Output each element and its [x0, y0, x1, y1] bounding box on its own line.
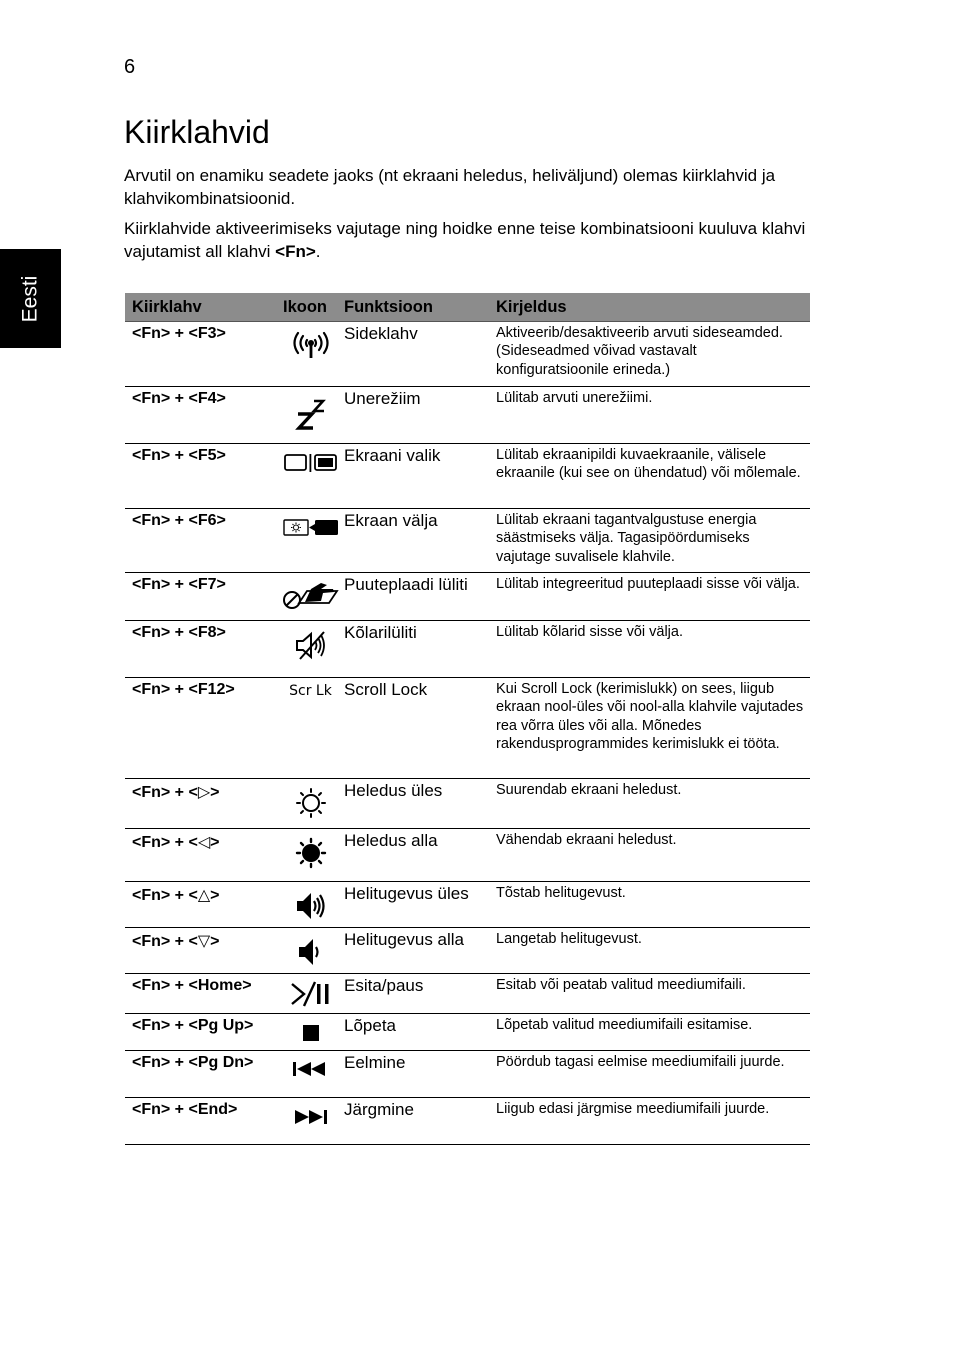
stop-icon — [277, 1014, 344, 1050]
volume-down-icon — [277, 928, 344, 973]
table-row — [125, 882, 810, 928]
hotkey: <Fn> + <F5> — [132, 447, 226, 464]
function: Eelmine — [344, 1053, 406, 1072]
language-tab-label: Eesti — [18, 275, 42, 322]
table-row — [125, 387, 810, 444]
hotkey: <Fn> + <End> — [132, 1101, 238, 1118]
brightness-up-icon — [277, 779, 344, 828]
function: Scroll Lock — [344, 680, 428, 699]
speaker-mute-icon — [277, 621, 344, 677]
play-pause-icon — [277, 974, 344, 1013]
function: Helitugevus üles — [344, 884, 469, 903]
table-row — [125, 509, 810, 573]
previous-track-icon — [277, 1051, 344, 1097]
hotkey: <Fn> + <Pg Dn> — [132, 1054, 254, 1071]
wireless-icon — [277, 322, 344, 386]
function: Kõlarilüliti — [344, 623, 417, 642]
description: Kui Scroll Lock (kerimislukk) on sees, liigub ekraan nool-üles või nool-alla klahvile vajutades rea võrra üles või alla. Mõnedes rakendusprogrammides kerimislukk ei tööta. — [496, 681, 804, 752]
description: Langetab helitugevust. — [496, 931, 642, 947]
hotkey: <Fn> + <F12> — [132, 681, 235, 698]
function: Ekraan välja — [344, 511, 438, 530]
intro-paragraph-1: Arvutil on enamiku seadete jaoks (nt ekraani heledus, heliväljund) olemas kiirklahvid ja klahvikombinatsioonid. — [124, 166, 776, 208]
function: Ekraani valik — [344, 446, 441, 465]
table-row — [125, 322, 810, 387]
hotkey: <Fn> + <Pg Up> — [132, 1017, 254, 1034]
intro-paragraph-2 — [124, 217, 824, 263]
hotkey: <Fn> + <F4> — [132, 390, 226, 407]
hotkey: <Fn> + <F6> — [132, 512, 226, 529]
function: Heledus üles — [344, 781, 443, 800]
page-number: 6 — [124, 56, 136, 78]
description: Tõstab helitugevust. — [496, 885, 626, 901]
intro-text-end: . — [315, 242, 321, 261]
hotkey: <Fn> + <F8> — [132, 624, 226, 641]
function: Puuteplaadi lüliti — [344, 575, 468, 594]
table-row — [125, 678, 810, 779]
table-row — [125, 1014, 810, 1051]
description: Lõpetab valitud meediumifaili esitamise. — [496, 1017, 753, 1033]
hotkey-table — [125, 293, 810, 1145]
display-off-icon — [277, 509, 344, 572]
description: Aktiveerib/desaktiveerib arvuti sideseamded. (Sideseadmed võivad vastavalt konfiguratsioonile erineda.) — [496, 325, 783, 378]
hotkey: <Fn> + <Home> — [132, 977, 252, 994]
table-row — [125, 1051, 810, 1098]
table-row — [125, 573, 810, 621]
function: Järgmine — [344, 1100, 414, 1119]
table-row — [125, 444, 810, 509]
header-hotkey: Kiirklahv — [132, 297, 202, 316]
function: Lõpeta — [344, 1016, 396, 1035]
hotkey: <Fn> + <F7> — [132, 576, 226, 593]
description: Lülitab ekraanipildi kuvaekraanile, välisele ekraanile (kui see on ühendatud) või mõlemale. — [496, 447, 801, 482]
touchpad-toggle-icon — [277, 573, 344, 620]
next-track-icon — [277, 1098, 344, 1144]
function: Esita/paus — [344, 976, 424, 995]
header-description: Kirjeldus — [496, 297, 567, 316]
intro-text: Kiirklahvide aktiveerimiseks vajutage ning hoidke enne teise kombinatsiooni kuuluva klahvi vajutamist all klahvi — [124, 219, 806, 261]
language-tab — [0, 249, 61, 348]
function: Helitugevus alla — [344, 930, 465, 949]
table-row — [125, 1098, 810, 1145]
sleep-icon — [277, 387, 344, 443]
header-function: Funktsioon — [344, 297, 433, 316]
scroll-lock-icon: Scr Lk — [289, 683, 332, 699]
hotkey: <Fn> + <▽> — [132, 933, 220, 950]
description: Lülitab kõlarid sisse või välja. — [496, 624, 683, 640]
description: Lülitab integreeritud puuteplaadi sisse või välja. — [496, 576, 800, 592]
table-row — [125, 829, 810, 882]
function: Unerežiim — [344, 389, 421, 408]
table-row — [125, 974, 810, 1014]
table-row — [125, 621, 810, 678]
hotkey: <Fn> + <▷> — [132, 784, 220, 801]
fn-key-label: <Fn> — [275, 242, 316, 261]
description: Lülitab arvuti unerežiimi. — [496, 390, 653, 406]
function: Sideklahv — [344, 324, 418, 343]
table-header — [125, 293, 810, 322]
description: Pöördub tagasi eelmise meediumifaili juurde. — [496, 1054, 785, 1070]
function: Heledus alla — [344, 831, 438, 850]
description: Esitab või peatab valitud meediumifaili. — [496, 977, 746, 993]
description: Liigub edasi järgmise meediumifaili juurde. — [496, 1101, 770, 1117]
description: Lülitab ekraani tagantvalgustuse energia säästmiseks välja. Tagasipöördumiseks vajutage suvalisele klahvile. — [496, 512, 757, 565]
hotkey: <Fn> + <◁> — [132, 834, 220, 851]
display-toggle-icon — [277, 444, 344, 508]
header-icon: Ikoon — [283, 297, 327, 316]
table-row — [125, 779, 810, 829]
brightness-down-icon — [277, 829, 344, 881]
volume-up-icon — [277, 882, 344, 927]
description: Suurendab ekraani heledust. — [496, 782, 682, 798]
hotkey: <Fn> + <F3> — [132, 325, 226, 342]
description: Vähendab ekraani heledust. — [496, 832, 677, 848]
table-row — [125, 928, 810, 974]
hotkey: <Fn> + <△> — [132, 887, 220, 904]
page-title: Kiirklahvid — [124, 114, 270, 150]
